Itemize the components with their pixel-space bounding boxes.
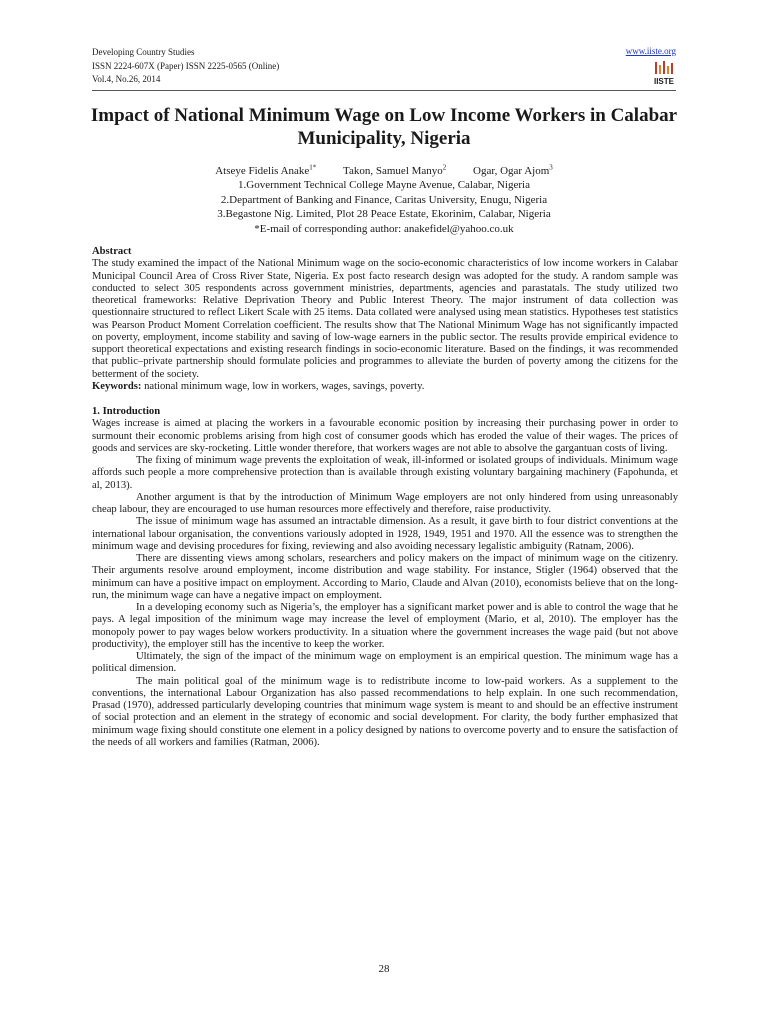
intro-paragraph-6: In a developing economy such as Nigeria’s, the employer has a significant market power and is able to control the wage that he pays. A legal imposition of the minimum wage may increase the level of employment (Mario, et al, 2010). The employer has the monopoly power to pay wages below workers productivity. In a situation where the government increases the wage paid (but not above productivity), the employer still has the incentive to keep the worker. xyxy=(92,602,678,650)
author-block xyxy=(92,160,676,236)
issn-line: ISSN 2224-607X (Paper) ISSN 2225-0565 (Online) xyxy=(92,60,280,71)
iiste-logo-icon xyxy=(652,60,676,86)
journal-header xyxy=(92,46,279,87)
intro-paragraph-8: The main political goal of the minimum wage is to redistribute income to low-paid workers. As a supplement to the conventions, the international Labour Organization has also passed recommendations to help explain. In one such recommendation, Prasad (1970), addressed particularly developing countries that minimum wage system is meant to and should be an effective instrument of social protection and an element in the strategy of economic and social development. For clarity, the body further emphasized that minimum wage fixing should constitute one element in a policy designed by nations to overcome poverty and to ensure the satisfaction of the needs of all workers and families (Ratman, 2006). xyxy=(92,675,678,748)
intro-paragraph-5: There are dissenting views among scholars, researchers and policy makers on the impact of minimum wage on the citizenry. Their arguments resolve around employment, income distribution and wage stability. For instance, Stigler (1964) observed that the minimum can have a positive impact on employment. According to Mario, Claude and Alvan (2010), economists believe that on the long-run, the minimum wage can have a negative impact on employment. xyxy=(92,553,678,601)
intro-paragraph-7: Ultimately, the sign of the impact of the minimum wage on employment is an empirical question. The minimum wage has a political dimension. xyxy=(92,651,678,675)
intro-paragraph-2: The fixing of minimum wage prevents the exploitation of weak, ill-informed or isolated groups of individuals. Minimum wage affords such people a more comprehensive protection than is available through existing voluntary bargaining machinery (Fapohunda, et al, 2013). xyxy=(92,455,678,491)
author-1: Atseye Fidelis Anake$^{1*}$ xyxy=(215,163,317,177)
paper-title: Impact of National Minimum Wage on Low Income Workers in Calabar Municipality, Nigeria xyxy=(90,105,678,149)
volume-line: Vol.4, No.26, 2014 xyxy=(92,74,161,84)
logo-text: IISTE xyxy=(653,77,675,86)
affiliation-3: 3.Begastone Nig. Limited, Plot 28 Peace Estate, Ekorinim, Calabar, Nigeria xyxy=(217,208,551,221)
journal-name: Developing Country Studies xyxy=(92,47,195,57)
affiliation-2: 2.Department of Banking and Finance, Caritas University, Enugu, Nigeria xyxy=(220,193,548,206)
keywords-line xyxy=(92,381,678,393)
header-divider xyxy=(92,90,676,91)
page-number: 28 xyxy=(378,963,390,975)
author-names xyxy=(92,160,676,178)
journal-url-link[interactable]: www.iiste.org xyxy=(625,46,676,56)
keywords-label: Keywords: xyxy=(92,380,142,392)
abstract-text: The study examined the impact of the National Minimum wage on the socio-economic characteristics of low income workers in Calabar Municipal Council Area of Cross River State, Nigeria. Ex post facto research design was adopted for the study. A random sample was conducted to select 305 respondents across government ministries, departments, agencies and parastatals. The study utilized two theoretical frameworks: Relative Deprivation Theory and Public Interest Theory. The major instrument of data collection was questionnaire structured to reflect Likert Scale with 25 items. Data collated were analysed using mean statistics. Hypotheses test statistics was Pearson Product Moment Correlation coefficient. The results show that The National Minimum Wage has not significantly impacted on poverty, employment, income stability and saving of low-wage earners in the public sector. The results provide empirical evidence to support theoretical expectations and existing research findings in socio-economic literature. Based on the findings, it was recommended that public–private partnership should formulate policies and programmes to alleviate the burden of poverty among the citizens for the betterment of the society. xyxy=(92,258,678,380)
affiliation-1: 1.Government Technical College Mayne Avenue, Calabar, Nigeria xyxy=(238,179,530,192)
introduction-heading: 1. Introduction xyxy=(92,406,161,417)
author-2: Takon, Samuel Manyo$^2$ xyxy=(343,163,447,177)
corresponding-email: *E-mail of corresponding author: anakefidel@yahoo.co.uk xyxy=(254,222,514,235)
keywords-text: national minimum wage, low in workers, wages, savings, poverty. xyxy=(141,380,425,392)
author-3: Ogar, Ogar Ajom$^3$ xyxy=(473,163,553,177)
abstract-heading: Abstract xyxy=(92,246,132,257)
intro-paragraph-3: Another argument is that by the introduction of Minimum Wage employers are not only hindered from using unreasonably cheap labour, they are encouraged to use human resources more effectively and therefore, raise productivity. xyxy=(92,491,678,515)
intro-paragraph-1: Wages increase is aimed at placing the workers in a favourable economic position by increasing their purchasing power in order to surmount their economic problems arising from high cost of consumer goods which has eroded the value of their wages. The prices of goods and services are sky-rocketing. Little wonder therefore, that workers wages are not able to absolve the gargantuan costs of living. xyxy=(92,418,678,454)
paper-body xyxy=(92,246,678,749)
intro-paragraph-4: The issue of minimum wage has assumed an intractable dimension. As a result, it gave birth to four district conventions at the international labour organisation, the conventions variously adopted in 1928, 1949, 1951 and 1970. All the essence was to strengthen the minimum wage and devising procedures for fixing, reviewing and also avoiding necessary legalistic ambiguity (Ratnam, 2006). xyxy=(92,516,678,552)
